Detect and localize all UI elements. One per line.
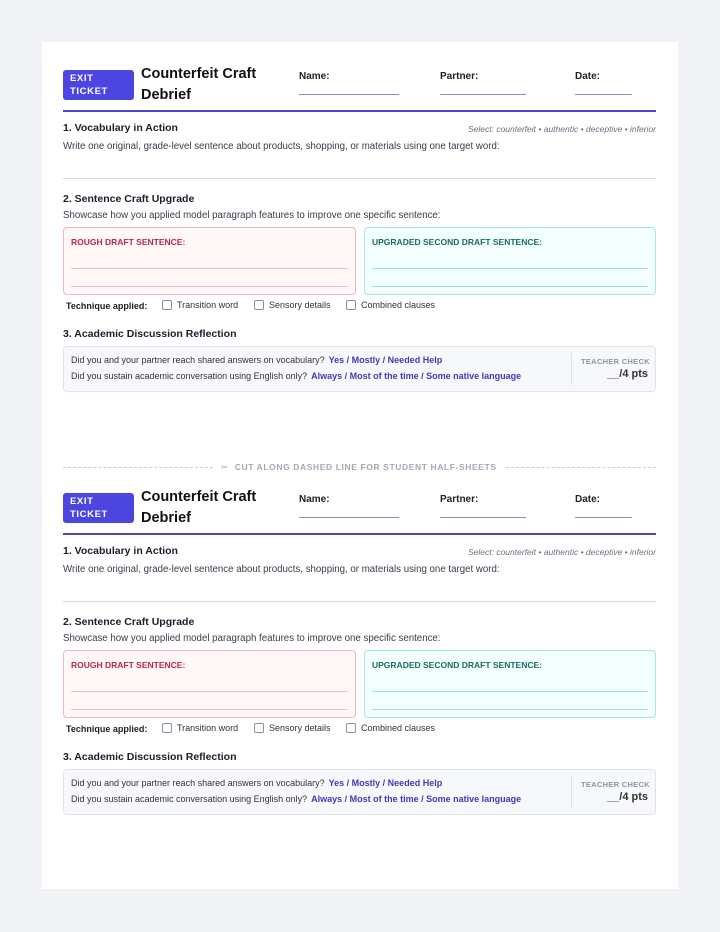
dashed-line-right <box>506 467 656 468</box>
sheet-header <box>63 62 656 112</box>
checkbox-sensory-details[interactable] <box>254 723 331 733</box>
checkbox-box[interactable] <box>162 723 172 733</box>
cut-line-text: CUT ALONG DASHED LINE FOR STUDENT HALF-SHEETS <box>234 462 497 472</box>
checkbox-label: Combined clauses <box>361 723 436 733</box>
name-label: Name: <box>299 71 330 82</box>
answer-options[interactable]: Always / Most of the time / Some native language <box>311 371 522 381</box>
question-text: Did you sustain academic conversation using English only? <box>71 794 308 804</box>
rough-line <box>71 286 348 287</box>
answer-options[interactable]: Yes / Mostly / Needed Help <box>328 778 443 788</box>
technique-label: Technique applied: <box>66 301 148 311</box>
date-field[interactable] <box>575 71 600 82</box>
date-field[interactable] <box>575 494 600 505</box>
checkbox-label: Sensory details <box>269 723 331 733</box>
section2-title: 2. Sentence Craft Upgrade <box>63 616 195 628</box>
section1-prompt: Write one original, grade-level sentence about products, shopping, or materials using one target word: <box>63 141 500 152</box>
section1-prompt: Write one original, grade-level sentence about products, shopping, or materials using one target word: <box>63 564 500 575</box>
upgraded-draft-label: UPGRADED SECOND DRAFT SENTENCE: <box>372 237 543 247</box>
date-label: Date: <box>575 71 601 82</box>
question-text: Did you and your partner reach shared answers on vocabulary? <box>71 778 325 788</box>
vocab-write-line[interactable] <box>63 601 656 602</box>
section1-title: 1. Vocabulary in Action <box>63 122 178 134</box>
rough-draft-label: ROUGH DRAFT SENTENCE: <box>71 660 186 670</box>
checkbox-combined-clauses[interactable] <box>346 723 435 733</box>
checkbox-label: Transition word <box>177 300 239 310</box>
worksheet-page <box>42 42 678 889</box>
scissors-icon: ✂ <box>221 462 229 472</box>
section1-title: 1. Vocabulary in Action <box>63 545 178 557</box>
section2-prompt: Showcase how you applied model paragraph features to improve one specific sentence: <box>63 210 441 221</box>
name-field[interactable] <box>299 494 330 505</box>
checkbox-label: Sensory details <box>269 300 331 310</box>
reflection-divider <box>571 353 572 385</box>
upgraded-line <box>372 691 648 692</box>
partner-label: Partner: <box>440 71 479 82</box>
checkbox-transition-word[interactable] <box>162 723 238 733</box>
rough-line <box>71 709 348 710</box>
question-text: Did you sustain academic conversation using English only? <box>71 371 308 381</box>
upgraded-draft-box[interactable] <box>364 650 656 718</box>
section1-hint: Select: counterfeit • authentic • deceptive • inferior <box>467 124 656 134</box>
checkbox-sensory-details[interactable] <box>254 300 331 310</box>
half-sheet-bottom <box>63 485 656 804</box>
checkbox-combined-clauses[interactable] <box>346 300 435 310</box>
partner-line <box>440 517 526 518</box>
upgraded-draft-box[interactable] <box>364 227 656 295</box>
rough-draft-label: ROUGH DRAFT SENTENCE: <box>71 237 186 247</box>
technique-row <box>66 723 436 734</box>
date-label: Date: <box>575 494 601 505</box>
upgraded-line <box>372 268 648 269</box>
partner-line <box>440 94 526 95</box>
exit-ticket-badge: EXIT TICKET <box>63 493 134 523</box>
rough-draft-box[interactable] <box>63 227 356 295</box>
cut-line-label <box>221 462 497 473</box>
section2-prompt: Showcase how you applied model paragraph features to improve one specific sentence: <box>63 633 441 644</box>
checkbox-box[interactable] <box>346 723 356 733</box>
teacher-check-label: TEACHER CHECK <box>581 357 650 366</box>
reflection-divider <box>571 776 572 808</box>
checkbox-box[interactable] <box>162 300 172 310</box>
name-field[interactable] <box>299 71 330 82</box>
upgraded-line <box>372 286 648 287</box>
section3-title: 3. Academic Discussion Reflection <box>63 751 237 763</box>
section3-title: 3. Academic Discussion Reflection <box>63 328 237 340</box>
section1-hint: Select: counterfeit • authentic • deceptive • inferior <box>467 547 656 557</box>
technique-row <box>66 300 436 311</box>
upgraded-line <box>372 709 648 710</box>
reflection-question-english <box>71 794 521 804</box>
reflection-box <box>63 346 656 392</box>
reflection-question-english <box>71 371 521 381</box>
name-line <box>299 94 399 95</box>
teacher-check-label: TEACHER CHECK <box>581 780 650 789</box>
section2-title: 2. Sentence Craft Upgrade <box>63 193 195 205</box>
reflection-question-vocab <box>71 778 442 788</box>
partner-field[interactable] <box>440 71 478 82</box>
checkbox-label: Transition word <box>177 723 239 733</box>
technique-label: Technique applied: <box>66 724 148 734</box>
rough-line <box>71 268 348 269</box>
name-line <box>299 517 399 518</box>
sheet-title: Counterfeit Craft Debrief <box>141 66 257 103</box>
rough-draft-box[interactable] <box>63 650 356 718</box>
checkbox-box[interactable] <box>346 300 356 310</box>
partner-label: Partner: <box>440 494 479 505</box>
exit-ticket-badge: EXIT TICKET <box>63 70 134 100</box>
answer-options[interactable]: Yes / Mostly / Needed Help <box>328 355 443 365</box>
half-sheet-top <box>63 62 656 381</box>
date-line <box>575 94 632 95</box>
checkbox-label: Combined clauses <box>361 300 436 310</box>
rough-line <box>71 691 348 692</box>
checkbox-box[interactable] <box>254 300 264 310</box>
dashed-line-left <box>63 467 213 468</box>
cut-line <box>63 462 656 474</box>
sheet-header <box>63 485 656 535</box>
reflection-box <box>63 769 656 815</box>
partner-field[interactable] <box>440 494 478 505</box>
vocab-write-line[interactable] <box>63 178 656 179</box>
points-score: __/4 pts <box>607 791 648 803</box>
date-line <box>575 517 632 518</box>
checkbox-transition-word[interactable] <box>162 300 238 310</box>
answer-options[interactable]: Always / Most of the time / Some native language <box>311 794 522 804</box>
question-text: Did you and your partner reach shared answers on vocabulary? <box>71 355 325 365</box>
reflection-question-vocab <box>71 355 442 365</box>
upgraded-draft-label: UPGRADED SECOND DRAFT SENTENCE: <box>372 660 543 670</box>
checkbox-box[interactable] <box>254 723 264 733</box>
name-label: Name: <box>299 494 330 505</box>
sheet-title: Counterfeit Craft Debrief <box>141 489 257 526</box>
points-score: __/4 pts <box>607 368 648 380</box>
